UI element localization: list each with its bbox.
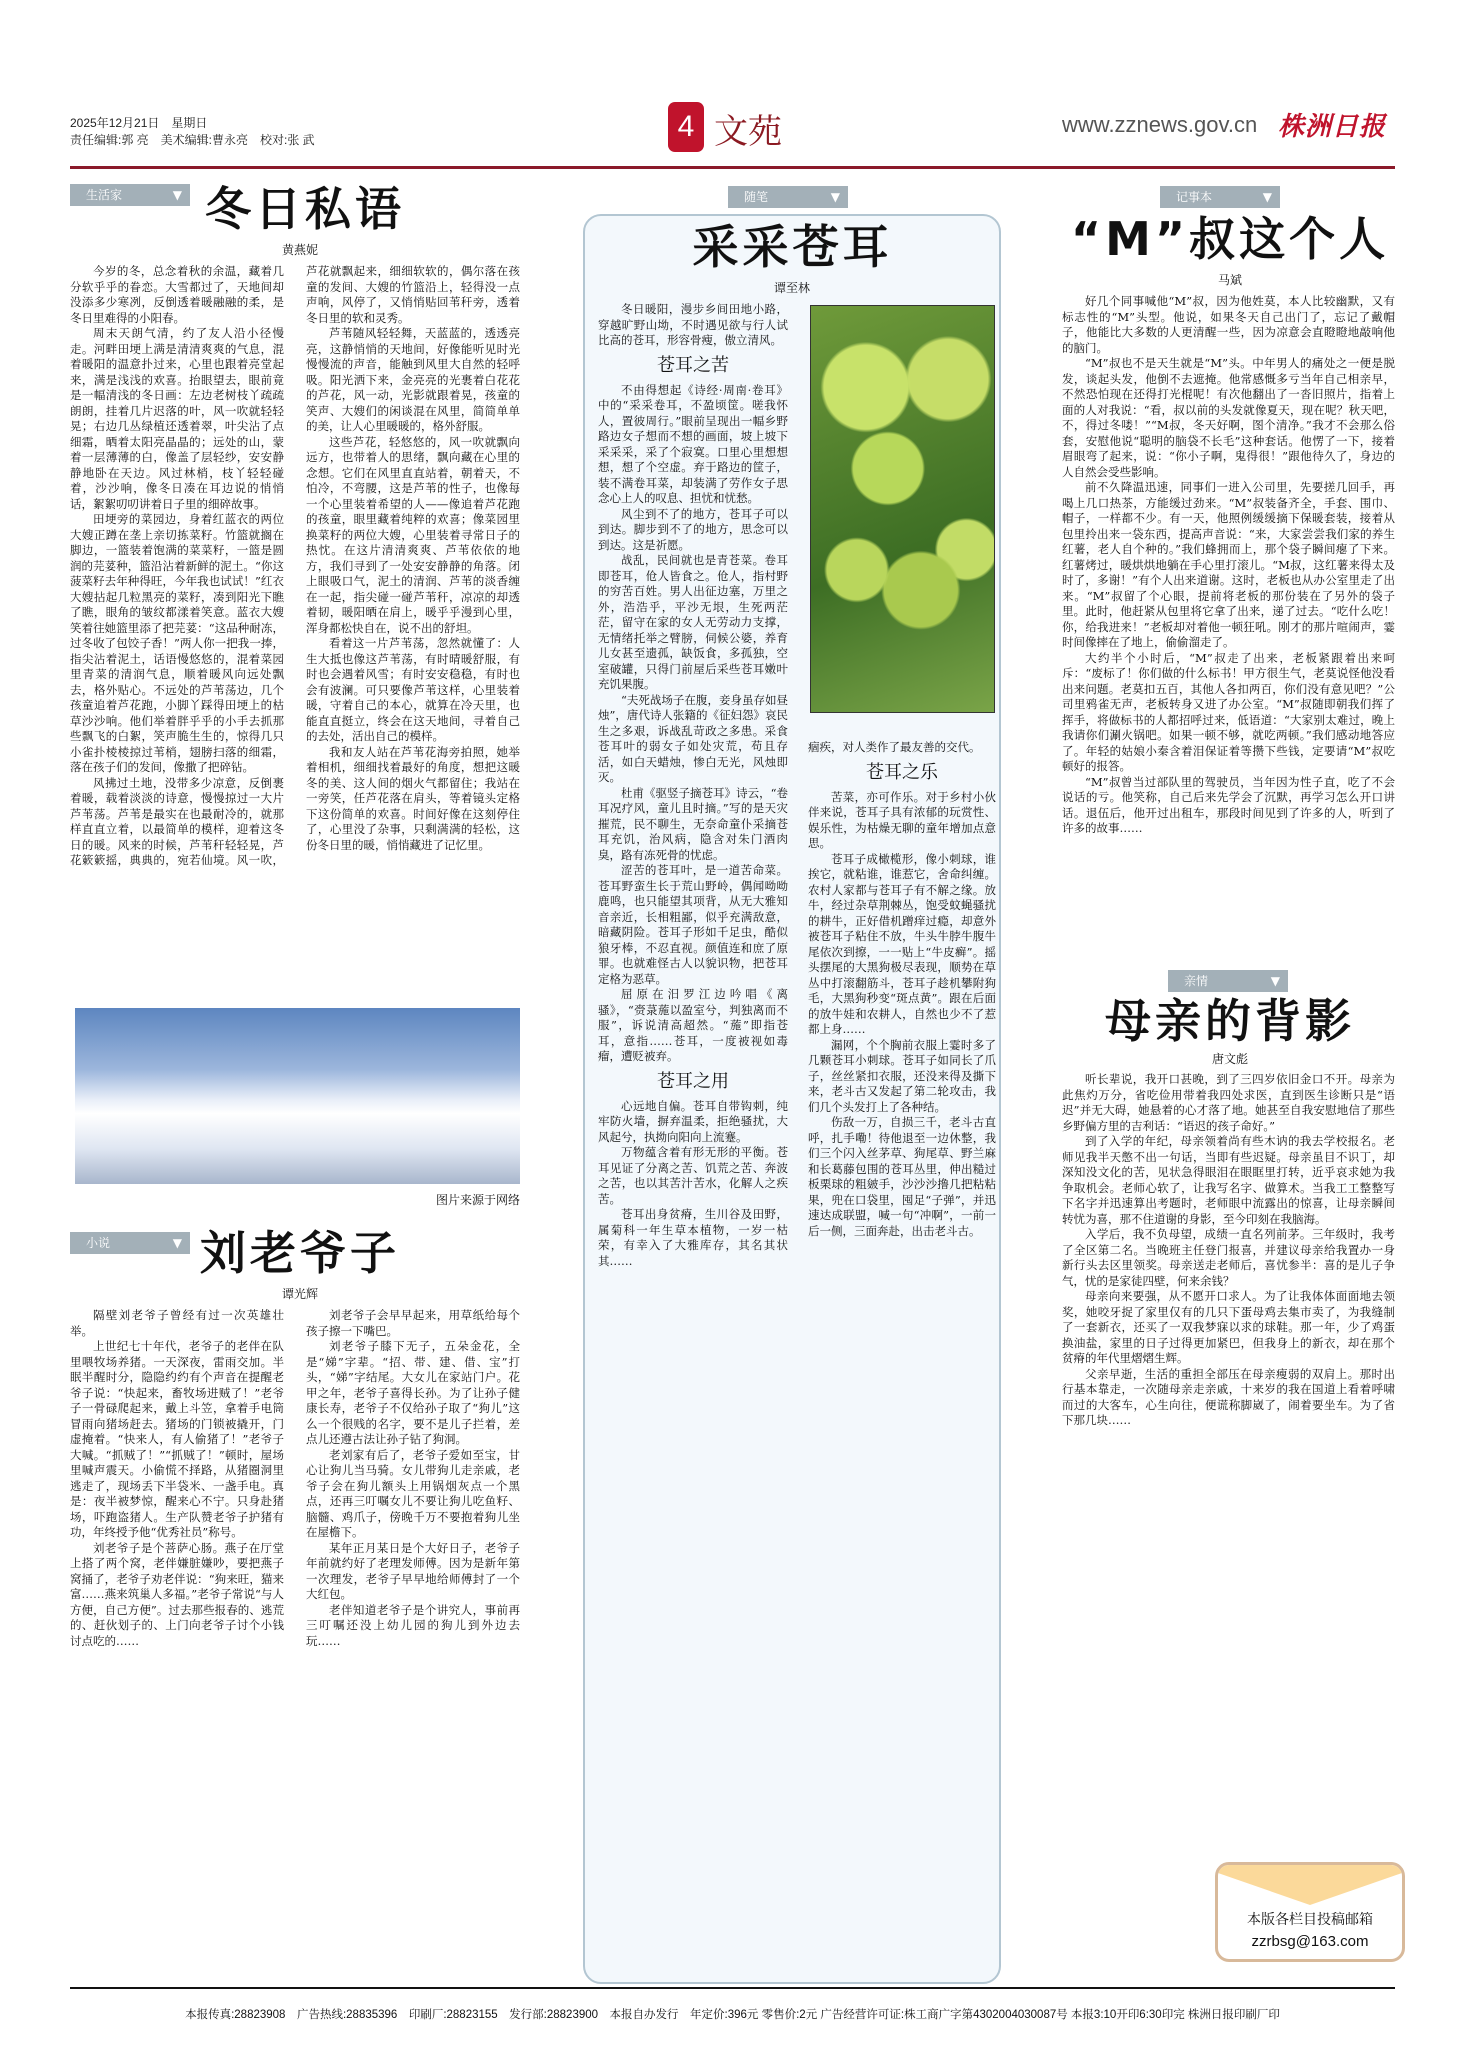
column-tag-essay: 随笔 ▼ bbox=[728, 186, 848, 208]
subheading: 苍耳之苦 bbox=[657, 354, 729, 376]
article-title-liu: 刘老爷子 bbox=[200, 1226, 400, 1280]
paragraph: 今岁的冬，总念着秋的余温，藏着几分软乎乎的眷恋。大雪都过了，天地间却没添多少寒冽，反倒透着暖融融的柔，是冬日里难得的小阳春。 bbox=[70, 264, 284, 325]
paragraph: 涩苦的苍耳叶，是一道苦命菜。苍耳野蛮生长于荒山野岭，偶闻呦呦鹿鸣，也只能望其项背，从无大雅知音亲近，长相粗鄙，似乎充满敌意，暗藏阴险。苍耳子形如千足虫，酷似狼牙棒，不忍直视。颜值连和庶了原罪。也就难怪古人以貌识物，把苍耳定格为恶草。 bbox=[598, 863, 788, 986]
paragraph: “M”叔也不是天生就是“M”头。中年男人的痛处之一便是脱发，谈起头发，他倒不去遮掩。他常感慨多亏当年自己相亲早，不然恐怕现在还得打光棍呢！有次他翻出了一沓旧照片，指着上面的人对我说：“看，叔以前的头发就像夏天，现在呢？秋天吧，不，得过冬喽！”“M叔，冬天好啊，图个清净。”我才不会那么俗套，安慰他说“聪明的脑袋不长毛”这种套话。他愣了一下，接着眉眼弯了起来，说：“你小子啊，鬼得很！”跟他待久了，身边的人自然会受些影响。 bbox=[1062, 356, 1395, 479]
paragraph: 痼疾，对人类作了最友善的交代。 bbox=[808, 740, 981, 754]
newspaper-logo: 株洲日报 bbox=[1278, 112, 1387, 142]
paragraph: 父亲早逝，生活的重担全部压在母亲瘦弱的双肩上。那时出行基本靠走，一次随母亲走亲戚，十来岁的我在国道上看着呼啸而过的大客车，心生向往，便谎称脚崴了，闹着要坐车。为了省下那几块…… bbox=[1062, 1366, 1395, 1427]
cocklebur-photo bbox=[810, 305, 995, 713]
paragraph: 刘老爷子膝下无子，五朵金花，全是“娣”字辈。“招、带、建、借、宝”打头，“娣”字结尾。大女儿在家站门户。花甲之年，老爷子喜得长孙。为了让孙子健康长寿，老爷子不仅给孙子取了“狗儿”这么一个很贱的名字，要不是儿子拦着，差点儿还遵古法让孙子钻了狗洞。 bbox=[306, 1339, 520, 1446]
column-tag-family: 亲情 ▼ bbox=[1168, 970, 1288, 992]
article-title-mshu: “M”叔这个人 bbox=[1070, 212, 1390, 266]
paragraph: 漏网，个个胸前衣服上霎时多了几颗苍耳小刺球。苍耳子如同长了爪子，丝丝紧扣衣服，还没来得及撕下来，老斗古又发起了第二轮攻击，我们几个头发打上了各种结。 bbox=[808, 1037, 996, 1114]
paragraph: 风尘到不了的地方，苍耳子可以到达。脚步到不了的地方，思念可以到达。这是祈愿。 bbox=[598, 506, 788, 552]
paragraph: 战乱，民间就也是青苍菜。卷耳即苍耳，伧人皆食之。伧人，指村野的穷苦百姓。男人出征边塞，万里之外，浩浩乎，平沙无垠，生死两茫茫，留守在家的女人无劳动力支撑，无情绪托举之臂膀，伺候公婆，养育儿女甚至遗孤，缺饭食，多孤独，空室破罐，只得门前屋后采些苍耳嫩叶充饥果腹。 bbox=[598, 553, 788, 691]
paragraph: 听长辈说，我开口甚晚，到了三四岁依旧金口不开。母亲为此焦灼万分，省吃俭用带着我四处求医，直到医生诊断只是“语迟”并无大碍，她悬着的心才落了地。她甚至自我安慰地信了那些乡野偏方里的吉利话：“语迟的孩子命好。” bbox=[1062, 1072, 1395, 1133]
column-tag-fiction: 小说 ▼ bbox=[70, 1232, 190, 1254]
paragraph: 看着这一片芦苇荡，忽然就懂了：人生大抵也像这芦苇荡，有时晴暖舒服，有时也会遇着风雪；有时安安稳稳，有时也会有波澜。可只要像芦苇这样，心里装着暖，守着自己的本心，就算在冷天里，也能直直挺立，终会在这天地间，寻着自己的去处，活出自己的模样。 bbox=[306, 636, 520, 743]
paragraph: 母亲向来要强，从不愿开口求人。为了让我体体面面地去领奖，她咬牙捉了家里仅有的几只下蛋母鸡去集市卖了，为我缝制了一套新衣，还买了一双我梦寐以求的球鞋。那一年，少了鸡蛋换油盐，家里的日子过得更加紧巴，但我身上的新衣，却在那个贫瘠的年代里熠熠生辉。 bbox=[1062, 1289, 1395, 1365]
mailbox-title: 本版各栏目投稿邮箱 bbox=[1247, 1912, 1373, 1928]
paragraph: 刘老爷子是个菩萨心肠。燕子在厅堂上搭了两个窝，老伴嫌脏嫌吵，要把燕子窝捅了，老爷子劝老伴说：“狗来旺，猫来富……燕来筑巢人多福。”老爷子常说“与人方便，自己方便”。过去那些报春的、逃荒的、赶伙划子的、上门向老爷子讨个小钱讨点吃的…… bbox=[70, 1540, 284, 1648]
article-body-mshu bbox=[1062, 294, 1395, 962]
paragraph: 隔壁刘老爷子曾经有过一次英雄壮举。 bbox=[70, 1308, 284, 1338]
footer-rule bbox=[70, 1987, 1395, 1989]
footer-info: 本报传真:28823908 广告热线:28835396 印刷厂:28823155 发行部:28823900 本报自办发行 年定价:396元 零售价:2元 广告经营许可证:株工商广字第4302004030087号 本报3:10开印6:30印完 株洲日报印刷厂印 bbox=[185, 2009, 1280, 2021]
paragraph: 苍耳出身贫瘠，生川谷及田野，属菊科一年生草本植物，一岁一枯荣，有幸入了大雅库存，其名其状其…… bbox=[598, 1207, 788, 1268]
site-url[interactable]: www.zznews.gov.cn bbox=[1062, 112, 1258, 137]
article-body-winter bbox=[70, 264, 520, 1002]
paragraph: 周末天朗气清，约了友人沿小径慢走。河畔田埂上满是清清爽爽的气息，混着暖阳的温意扑过来，心里也跟着亮堂起来，满是浅浅的欢喜。抬眼望去，眼前竟是一幅清浅的冬日画：左边老树枝丫疏疏朗朗，挂着几片迟落的叶，风一吹就轻轻晃；右边几丛绿植还透着翠，叶尖沾了点细霜，晒着太阳亮晶晶的；远处的山，蒙着一层薄薄的白，像盖了层轻纱，安安静静地卧在天边。风过林梢，枝丫轻轻碰着，沙沙响，像冬日凑在耳边说的悄悄话，絮絮叨叨讲着日子里的细碎故事。 bbox=[70, 326, 284, 511]
mailbox-email[interactable]: zzrbsg@163.com bbox=[1251, 1933, 1369, 1950]
paragraph: 这些芦花，轻悠悠的，风一吹就飘向远方，也带着人的思绪，飘向藏在心里的念想。它们在风里直直站着，朝着天，不怕冷，不弯腰，这是芦苇的性子，也像每一个心里装着希望的人——像追着芦花跑的孩童，眼里藏着纯粹的欢喜；像菜园里换菜籽的两位大嫂，心里装着寻常日子的热忱。在这片清清爽爽、芦苇依依的地方，我们寻到了一处安安静静的角落。闭上眼吸口气，泥土的清润、芦苇的淡香缠在一起，指尖碰一碰芦苇秆，凉凉的却透着韧，暖阳晒在肩上，暖乎乎漫到心里，浑身都松快自在，说不出的舒坦。 bbox=[306, 434, 520, 635]
paragraph: 风拂过土地，没带多少凉意，反倒裹着暖，载着淡淡的诗意，慢慢掠过一大片芦苇荡。芦苇是最实在也最耐冷的，就那样直直立着，以最简单的模样，迎着这冬日的暖。风来的时候，芦苇秆轻轻晃，芦花簌簌摇，典典的，宛若仙境。风一吹，芦花就飘起来，细细软软的，偶尔落在孩童的发间、大嫂的竹篮沿上，轻得没一点声响，风停了，又悄悄贴回苇秆旁，透着冬日里的软和灵秀。 bbox=[70, 264, 520, 867]
page-number-badge: 4 bbox=[668, 102, 704, 152]
paragraph: 不由得想起《诗经·周南·卷耳》中的“采采卷耳，不盈顷筐。嗟我怀人，置彼周行。”眼前呈现出一幅乡野路边女子想而不想的画面，坡上坡下采采采，采了个寂寞。口里心里想想想，想了个空虚。弃于路边的筐子，装不满卷耳菜，却装满了劳作女子思念心上人的叹息、担忧和忧愁。 bbox=[598, 382, 788, 505]
article-author: 马斌 bbox=[1217, 273, 1242, 287]
envelope-icon bbox=[1218, 1865, 1402, 1905]
paragraph: “夫死战场子在腹，妾身虽存如昼烛”，唐代诗人张籍的《征妇怨》哀民生之多艰，诉战乱苛政之多患。采食苍耳叶的弱女子如处灾荒，苟且存活，如白天蜡烛，惨白无光，风烛即灭。 bbox=[598, 692, 788, 784]
paragraph: 到了入学的年纪，母亲领着尚有些木讷的我去学校报名。老师见我半天憋不出一句话，当即有些迟疑。母亲虽目不识丁，却深知没文化的苦，见状急得眼泪在眼眶里打转，近乎哀求她为我争取机会。老师心软了，让我写名字、做算术。当我工工整整写下名字并迅速算出考题时，老师眼中流露出的惊喜，让母亲瞬间转忧为喜，那不住道谢的身影，至今印刻在我脑海。 bbox=[1062, 1134, 1395, 1226]
subheading: 苍耳之乐 bbox=[866, 761, 938, 783]
editor-credits: 责任编辑:郭 亮 美术编辑:曹永亮 校对:张 武 bbox=[70, 133, 315, 147]
article-author: 谭光辉 bbox=[281, 1287, 318, 1301]
paragraph: 田埂旁的菜园边，身着红蓝衣的两位大嫂正蹲在垄上亲切拣菜籽。竹篮就搁在脚边，一篮装着饱满的菜菜籽，一篮是圆润的芫荽种，篮沿沾着新鲜的泥土。“你这菠菜籽去年种得旺，今年我也试试！”红衣大嫂拈起几粒黑亮的菜籽，凑到阳光下瞧了瞧，眼角的皱纹都漾着笑意。蓝衣大嫂笑着往她篮里添了把芫荽：“这品种耐冻，过冬收了包饺子香！”两人你一把我一捧，指尖沾着泥土，话语慢悠悠的，混着菜园里青菜的清润气息，顺着暖风向远处飘去，格外贴心。不远处的芦苇荡边，几个孩童追着芦花跑，小脚丫踩得田埂上的枯草沙沙响。他们举着胖乎乎的小手去抓那些飘飞的白絮，笑声脆生生的，惊得几只小雀扑棱棱掠过苇梢，翅膀扫落的细霜，落在孩子们的发间，像撒了把碎钻。 bbox=[70, 512, 284, 774]
section-title: 文苑 bbox=[714, 112, 782, 152]
paragraph: 上世纪七十年代，老爷子的老伴在队里喂牧场养猪。一天深夜，雷雨交加。半眠半醒时分，隐隐约约有个声音在提醒老爷子说：“快起来，畜牧场进贼了！”老爷子一骨碌爬起来，戴上斗笠，拿着手电筒冒雨向猪场赶去。猪场的门锁被撬开，门虚掩着。“快来人，有人偷猪了！”老爷子大喊。“抓贼了！”“抓贼了！”顿时，屋场里喊声震天。小偷慌不择路，从猪圈洞里逃走了，现场丢下半袋米、一盏手电。真是：夜半被梦惊，醒来心不宁。只身赴猪场，吓跑盗猪人。生产队赞老爷子护猪有功，年终授予他“优秀社员”称号。 bbox=[70, 1339, 284, 1539]
article-author: 黄燕妮 bbox=[281, 243, 318, 257]
article-body-cocklebur-col1 bbox=[598, 302, 788, 1972]
paragraph: 刘老爷子会早早起来，用草纸给每个孩子擦一下嘴巴。 bbox=[306, 1308, 520, 1338]
paragraph: 好几个同事喊他“M”叔，因为他姓莫，本人比较幽默，又有标志性的“M”头型。他说，如果冬天自己出门了，忘记了戴帽子，他能比大多数的人更清醒一些，因为凉意会直瞪瞪地敲响他的脑门。 bbox=[1062, 294, 1395, 355]
paragraph: 芦苇随风轻轻舞，天蓝蓝的，透透亮亮，这静悄悄的天地间，好像能听见时光慢慢流的声音，能触到风里大自然的轻呼吸。阳光洒下来，金亮亮的光裹着白花花的芦花，风一动，光影就跟着晃，孩童的笑声、大嫂们的闲谈混在风里，简简单单的美，让人心里暖暖的，格外舒服。 bbox=[306, 326, 520, 433]
paragraph: 苦菜，亦可作乐。对于乡村小伙伴来说，苍耳子具有浓郁的玩赏性、娱乐性，为枯燥无聊的童年增加点意思。 bbox=[808, 789, 996, 850]
paragraph: 万物蕴含着有形无形的平衡。苍耳见证了分离之苦、饥荒之苦、奔波之苦，也以其苦汁苦水，化解人之疾苦。 bbox=[598, 1145, 788, 1206]
article-author: 唐文彪 bbox=[1211, 1052, 1248, 1066]
photo-caption: 图片来源于网络 bbox=[435, 1193, 520, 1207]
paragraph: 伤敌一万，自损三千，老斗古直呼，扎手嘞！待他退至一边休整，我们三个闪入丝茅草、狗尾草、野兰麻和长葛藤包围的苍耳丛里，伸出糙过板栗球的粗皴手，沙沙沙撸几把粘粘果，兜在口袋里，囤足“子弹”，并迅速达成联盟，喊一句“冲啊”，一前一后一侧，三面奔赴，出击老斗古。 bbox=[808, 1115, 996, 1238]
column-tag-notebook: 记事本 ▼ bbox=[1160, 186, 1280, 208]
header-rule bbox=[70, 166, 1395, 169]
paragraph: 苍耳子成橄榄形，像小刺球，谁挨它，就粘谁，谁惹它，舍命纠缠。农村人家都与苍耳子有不解之缘。放牛，经过杂草荆棘丛，饱受蚊蝇骚扰的耕牛，正好借机蹭痒过瘾，却意外被苍耳子粘住不放，牛头牛脖牛腹牛尾依次到擦，一一贴上“牛皮癣”。摇头摆尾的大黑狗极尽表现，顺势在草丛中打滚翻筋斗，苍耳子趁机攀附狗毛，大黑狗秒变“斑点黄”。跟在后面的放牛娃和农耕人，自然也少不了惹都上身…… bbox=[808, 851, 996, 1036]
paragraph: 杜甫《驱竖子摘苍耳》诗云，“卷耳况疗风，童儿且时摘。”写的是天灾摧荒，民不聊生，无奈命童仆采摘苍耳充饥，治风病，隐含对朱门酒肉臭，路有冻死骨的忧虑。 bbox=[598, 785, 788, 862]
paragraph: 屈原在汨罗江边吟唱《离骚》，“赍菉葹以盈室兮，判独离而不服”，诉说清高超然。“葹”即指苍耳，意指……苍耳，一度被视如毒瘤，遭贬被弃。 bbox=[598, 987, 788, 1063]
paragraph: 心远地自偏。苍耳自带钩刺，纯牢防火墙，摒弃温柔，拒绝骚扰，大风起兮，执拗向阳向上流蹇。 bbox=[598, 1098, 788, 1144]
article-body-cocklebur-col2 bbox=[808, 740, 996, 1970]
column-tag-life: 生活家 ▼ bbox=[70, 184, 190, 206]
paragraph: 冬日暖阳，漫步乡间田地小路，穿越旷野山坳，不时遇见欲与行人试比高的苍耳，形容骨瘦，傲立清风。 bbox=[598, 302, 788, 347]
issue-date: 2025年12月21日 星期日 bbox=[70, 116, 208, 130]
article-author: 谭至林 bbox=[773, 281, 810, 295]
article-title-winter: 冬日私语 bbox=[205, 182, 405, 236]
paragraph: 老伴知道老爷子是个讲究人，事前再三叮嘱还没上幼儿园的狗儿到外边去玩…… bbox=[306, 1602, 520, 1648]
paragraph: 老刘家有后了，老爷子爱如至宝，甘心让狗儿当马骑。女儿带狗儿走亲戚，老爷子会在狗儿额头上用锅烟灰点一个黑点，还再三叮嘱女儿不要让狗儿吃鱼籽、脑髓、鸡爪子，傍晚千万不要抱着狗儿坐在屋檐下。 bbox=[306, 1447, 520, 1539]
subheading: 苍耳之用 bbox=[657, 1070, 729, 1092]
paragraph: 我和友人站在芦苇花海旁拍照，她举着相机，细细找着最好的角度，想把这暖冬的美、这人间的烟火气都留住；我站在一旁笑，任芦花落在肩头，等着镜头定格下这份简单的欢喜。时间好像在这刻停住了，心里没了杂事，只剩满满的轻松，这份冬日里的暖，悄悄藏进了记忆里。 bbox=[306, 744, 520, 852]
paragraph: 大约半个小时后，“M”叔走了出来，老板紧跟着出来呵斥：“废标了！你们做的什么标书！甲方很生气，老莫说怪他没看出来问题。老莫扣五百，其他人各扣两百，你们没有意见吧？”公司里鸦雀无声，老板转身又进了办公室。“M”叔随即朝我们挥了挥手，将做标书的人都招呼过来，低语道：“大家别太难过，晚上我请你们涮火锅吧。如果一顿不够，就吃两顿。”我们感动地答应了。年轻的姑娘小秦含着泪保证着等攒下些钱，定要请“M”叔吃顿好的报答。 bbox=[1062, 650, 1395, 773]
article-title-mother: 母亲的背影 bbox=[1105, 994, 1355, 1048]
article-title-cocklebur: 采采苍耳 bbox=[692, 220, 893, 274]
article-body-mother bbox=[1062, 1072, 1395, 1848]
article-body-liu bbox=[70, 1308, 520, 1963]
paragraph: 某年正月某日是个大好日子，老爷子年前就约好了老理发师傅。因为是新年第一次理发，老爷子早早地给师傅封了一个大红包。 bbox=[306, 1540, 520, 1601]
paragraph: “M”叔曾当过部队里的驾驶员，当年因为性子直，吃了不会说话的亏。他笑称，自己后来先学会了沉默，再学习怎么开口讲话。退伍后，他开过出租车，那段时间见到了许多的人，听到了许多的故事…… bbox=[1062, 774, 1395, 835]
submission-mailbox bbox=[1215, 1862, 1405, 1962]
paragraph: 入学后，我不负母望，成绩一直名列前茅。三年级时，我考了全区第二名。当晚班主任登门报喜，并建议母亲给我置办一身新行头去区里领奖。母亲送走老师后，喜忧参半：喜的是儿子争气，忧的是家徒四壁，何来余钱？ bbox=[1062, 1227, 1395, 1288]
paragraph: 前不久降温迅速，同事们一进入公司里，先要搓几回手，再喝上几口热茶，方能缓过劲来。“M”叔装备齐全，手套、围巾、帽子，一样都不少。有一天，他照例缓缓摘下保暖套装，接着从包里拎出来一袋东西，提高声音说：“来，大家尝尝我们家的养生红薯，老人自个种的。”我们蜂拥而上，那个袋子瞬间瘪了下来。红薯烤过，暖烘烘地躺在手心里打滚儿。“M叔，这红薯来得太及时了，多谢！”有个人出来道谢。这时，老板也从办公室里走了出来。“M”叔留了个心眼，提前将老板的那份装在了另外的袋子里。此时，他赶紧从包里将它拿了出来，递了过去。“吃什么吃！你，给我进来！”老板却对着他一顿狂吼。刚才的那片喧闹声，霎时间像摔在了地上，偷偷溜走了。 bbox=[1062, 480, 1395, 649]
snow-landscape-photo bbox=[75, 1008, 520, 1184]
